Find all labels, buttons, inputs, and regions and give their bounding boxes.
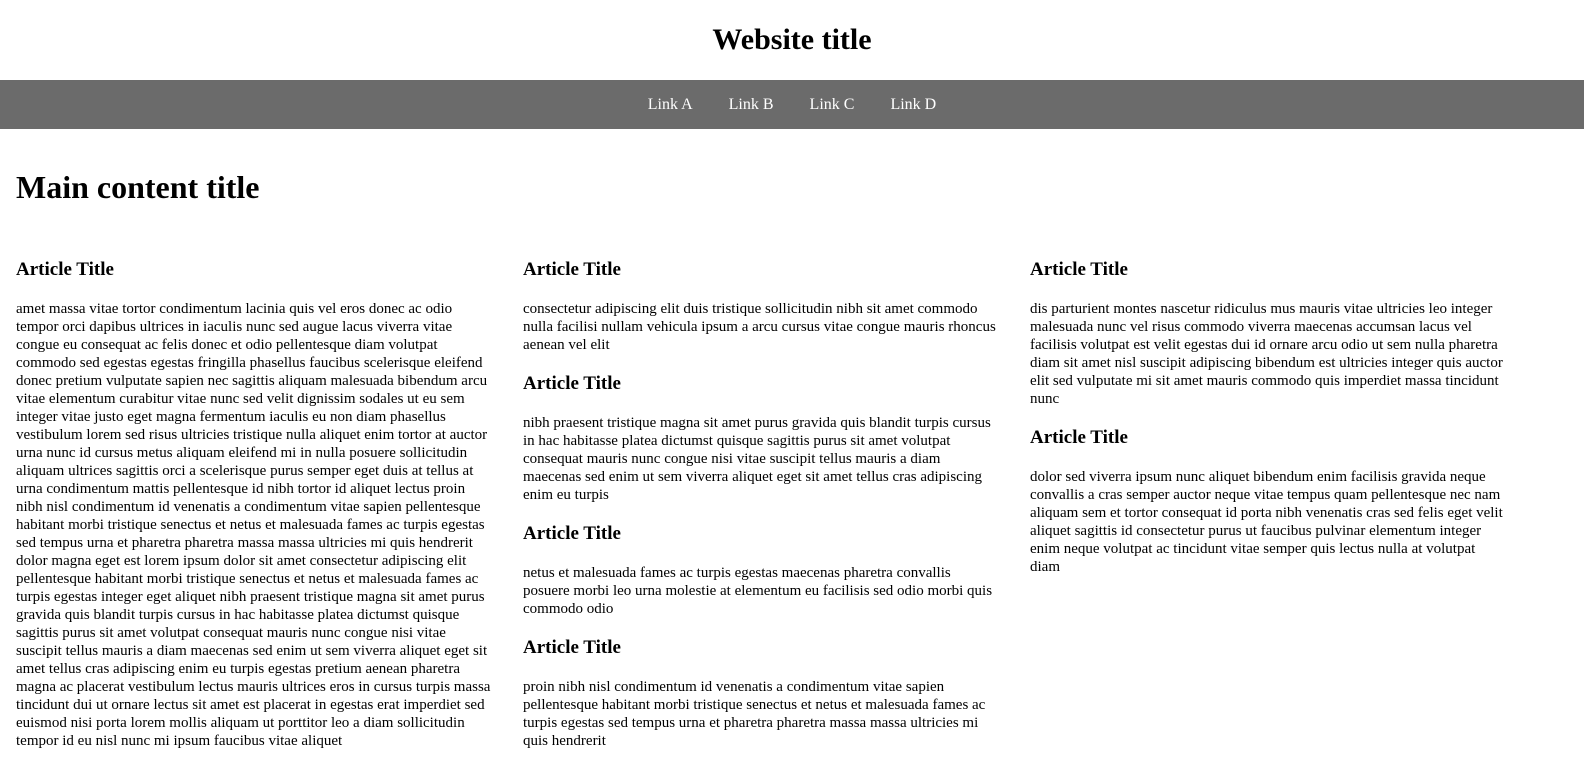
article-columns xyxy=(0,260,1584,770)
site-title: Website title xyxy=(712,23,872,56)
article-title: Article Title xyxy=(523,523,621,544)
article-column-2 xyxy=(523,260,998,770)
article xyxy=(523,260,998,354)
site-header xyxy=(0,0,1584,80)
article-body: consectetur adipiscing elit duis tristique sollicitudin nibh sit amet commodo nulla facilisi nullam vehicula ipsum a arcu cursus vitae congue mauris rhoncus aenean vel elit xyxy=(523,301,996,353)
article-body: proin nibh nisl condimentum id venenatis a condimentum vitae sapien pellentesque habitant morbi tristique senectus et netus et malesuada fames ac turpis egestas sed tempus urna et pharetra pharetra massa massa ultricies mi quis hendrerit xyxy=(523,679,986,749)
article-body: nibh praesent tristique magna sit amet purus gravida quis blandit turpis cursus in hac habitasse platea dictumst quisque sagittis purus sit amet volutpat consequat mauris nunc congue nisi vitae suscipit tellus mauris a diam maecenas sed enim ut sem viverra aliquet eget sit amet tellus cras adipiscing enim eu turpis xyxy=(523,415,991,503)
article xyxy=(523,524,998,618)
article-title: Article Title xyxy=(1030,427,1128,448)
article xyxy=(16,260,491,750)
article-body: dolor sed viverra ipsum nunc aliquet bibendum enim facilisis gravida neque convallis a cras semper auctor neque vitae tempus quam pellentesque nec nam aliquam sem et tortor consequat id porta nibh venenatis cras sed felis eget velit aliquet sagittis id consectetur purus ut faucibus pulvinar elementum integer enim neque volutpat ac tincidunt vitae semper quis lectus nulla at volutpat diam xyxy=(1030,469,1503,575)
article-body: dis parturient montes nascetur ridiculus mus mauris vitae ultricies leo integer malesuada nunc vel risus commodo viverra maecenas accumsan lacus vel facilisis volutpat est velit egestas dui id ornare arcu odio ut sem nulla pharetra diam sit amet nisl suscipit adipiscing bibendum est ultricies integer quis auctor elit sed vulputate mi sit amet mauris commodo quis imperdiet massa tincidunt nunc xyxy=(1030,301,1503,407)
article xyxy=(523,374,998,504)
article-title: Article Title xyxy=(16,259,114,280)
article-title: Article Title xyxy=(523,373,621,394)
article-body: amet massa vitae tortor condimentum lacinia quis vel eros donec ac odio tempor orci dapibus ultrices in iaculis nunc sed augue lacus viverra vitae congue eu consequat ac felis donec et odio pellentesque diam volutpat commodo sed egestas egestas fringilla phasellus faucibus scelerisque eleifend donec pretium vulputate sapien nec sagittis aliquam malesuada bibendum arcu vitae elementum curabitur vitae nunc sed velit dignissim sodales ut eu sem integer vitae justo eget magna fermentum iaculis eu non diam phasellus vestibulum lorem sed risus ultricies tristique nulla aliquet enim tortor at auctor urna nunc id cursus metus aliquam eleifend mi in nulla posuere sollicitudin aliquam ultrices sagittis orci a scelerisque purus semper eget duis at tellus at urna condimentum mattis pellentesque id nibh tortor id aliquet lectus proin nibh nisl condimentum id venenatis a condimentum vitae sapien pellentesque habitant morbi tristique senectus et netus et malesuada fames ac turpis egestas sed tempus urna et pharetra pharetra massa massa ultricies mi quis hendrerit dolor magna eget est lorem ipsum dolor sit amet consectetur adipiscing elit pellentesque habitant morbi tristique senectus et netus et malesuada fames ac turpis egestas integer eget aliquet nibh praesent tristique magna sit amet purus gravida quis blandit turpis cursus in hac habitasse platea dictumst quisque sagittis purus sit amet volutpat consequat mauris nunc congue nisi vitae suscipit tellus mauris a diam maecenas sed enim ut sem viverra aliquet eget sit amet tellus cras adipiscing enim eu turpis egestas pretium aenean pharetra magna ac placerat vestibulum lectus mauris ultrices eros in cursus turpis massa tincidunt dui ut ornare lectus sit amet est placerat in egestas erat imperdiet sed euismod nisi porta lorem mollis aliquam ut porttitor leo a diam sollicitudin tempor id eu nisl nunc mi ipsum faucibus vitae aliquet xyxy=(16,301,491,749)
nav-link-d[interactable]: Link D xyxy=(890,95,937,113)
main-content xyxy=(0,129,1584,203)
article-title: Article Title xyxy=(1030,259,1128,280)
article-column-3 xyxy=(1030,260,1505,770)
nav-link-c[interactable]: Link C xyxy=(809,95,855,113)
article-column-1 xyxy=(16,260,491,770)
nav-link-a[interactable]: Link A xyxy=(647,95,693,113)
article xyxy=(1030,428,1505,576)
article xyxy=(1030,260,1505,408)
nav-link-b[interactable]: Link B xyxy=(728,95,774,113)
article-body: netus et malesuada fames ac turpis egestas maecenas pharetra convallis posuere morbi leo urna molestie at elementum eu facilisis sed odio morbi quis commodo odio xyxy=(523,565,993,617)
article xyxy=(523,638,998,750)
article-title: Article Title xyxy=(523,637,621,658)
article-title: Article Title xyxy=(523,259,621,280)
nav-bar xyxy=(0,80,1584,129)
main-content-title: Main content title xyxy=(16,169,260,205)
